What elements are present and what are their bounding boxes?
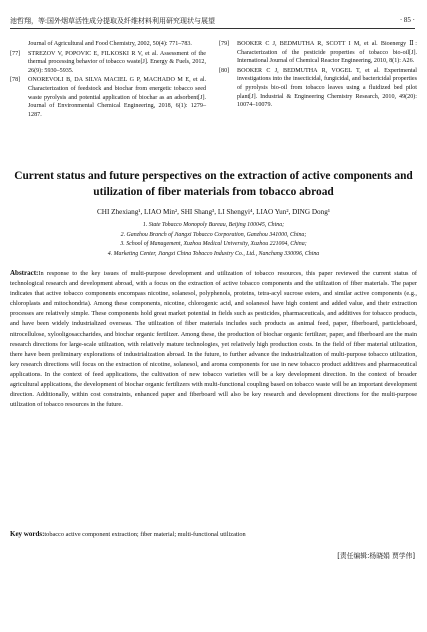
header-left: 池哲翔，等:国外烟草活性成分提取及纤维材料利用研究现状与展望 <box>10 17 215 25</box>
references-right-column <box>219 40 417 111</box>
affiliation-line: 3. School of Management, Xuzhou Medical University, Xuzhou 221004, China; <box>120 241 307 248</box>
affiliation-line: 1. State Tobacco Monopoly Bureau, Beijing 100045, China; <box>142 222 285 228</box>
keywords-text: tobacco active component extraction; fiber material; multi-functional utilization <box>44 531 246 538</box>
affiliation-line: 2. Ganzhou Branch of Jiangxi Tobacco Corporation, Ganzhou 341000, China; <box>120 231 307 238</box>
reference-item: [80] BOOKER C J, BEDMUTHA R, VOGEL T, et al. Experimental investigations into the insecticidal, fungicidal, and bactericidal properties of pyrolysis bio-oil from tobacco leaves using a fluidized bed pilot plant[J]. Industrial & Engineering Chemistry Research, 2010, 49(20): 10074–10079. <box>219 67 417 109</box>
reference-item: [77] STREZOV V, POPOVIC E, FILKOSKI R V, et al. Assessment of the thermal processing behavior of tobacco waste[J]. Energy & Fuels, 2012, 26(9): 5930–5935. <box>10 50 206 74</box>
keywords <box>10 530 417 538</box>
paper-title: Current status and future perspectives on the extraction of active components and utilization of fiber materials from tobacco abroad <box>14 170 413 198</box>
running-header <box>10 14 415 29</box>
reference-item: [78] ONOREVOLI B, DA SILVA MACIEL G P, MACHADO M E, et al. Characterization of feedstock and biochar from energetic tobacco seed waste pyrolysis and potential application of biochar as an adsorbent[J]. Journal of Environmental Chemical Engineering, 2018, 6(1): 1279–1287. <box>10 77 206 118</box>
references-left-column <box>10 40 206 120</box>
reference-item: Journal of Agricultural and Food Chemistry, 2002, 50(4): 771–783. <box>28 41 192 47</box>
abstract-text: In response to the key issues of multi-purpose development and utilization of tobacco resources, this paper reviewed the current status of technological research and development abroad, with a focus on the extraction of active tobacco components and the utilization of fiber materials. The paper indicates that active tobacco components encompass nicotine, solanesol, polyphenols, proteins, tetra-acyl sucrose esters, and similar active components (e.g., chloroplasts and mitochondria). Among these components, nicotine, chlorogenic acid, and solanesol have high content and added value, and their extraction processes are relatively simple. These components hold great market potential in fields such as pesticides, pharmaceuticals, and additives for tobacco products, and have been widely industrialized overseas. The utilization of fiber materials includes such products as animal feed, paper, fiberboard, particleboard, nitrocellulose, xylooligosaccharides, and biochar organic fertilizer. Among these, the production of biochar organic fertilizer, paper, and fiberboard are the main research directions for large-scale utilization, with relatively mature technologies, yet relatively high production costs. In the field of fiber material utilization, there have been preliminary explorations of industrialization abroad. In the future, to further advance the industrialization of multi-purpose tobacco utilization, key research directions will focus on the extraction of nicotine, solanesol, and aroma components for use in new tobacco product additives and pharmaceutical applications. In the context of feed applications, the cultivation of new tobacco varieties will be a key development direction. In the context of broader agricultural applications, the development of biochar organic fertilizers with multi-functional coupling based on tobacco waste will be an important development direction. Additionally, within cost constraints, enhanced paper and fiberboard will also be key research and development directions for the multi-purpose utilization of tobacco resources in the future. <box>10 270 417 409</box>
abstract-label: Abstract: <box>10 269 39 277</box>
keywords-label: Key words: <box>10 530 45 538</box>
author-list: CHI Zhexiang¹, LIAO Min², SHI Shang³, LI Shengyi⁴, LIAO Yun², DING Dong¹ <box>96 208 330 216</box>
reference-item: [79] BOOKER C J, BEDMUTHA R, SCOTT I M, et al. Bioenergy Ⅱ: Characterization of the pesticide properties of tobacco bio-oil[J]. International Journal of Chemical Reactor Engineering, 2010, 8(1): A26. <box>219 41 417 65</box>
affiliation-line: 4. Marketing Center, Jiangxi China Tobacco Industry Co., Ltd., Nanchang 330096, China <box>107 250 320 257</box>
abstract <box>10 268 417 410</box>
editor-note: [责任编辑:杨晓娟 贾学伟] <box>337 552 415 560</box>
affiliations <box>10 221 417 259</box>
page-number: · 85 · <box>399 16 415 24</box>
